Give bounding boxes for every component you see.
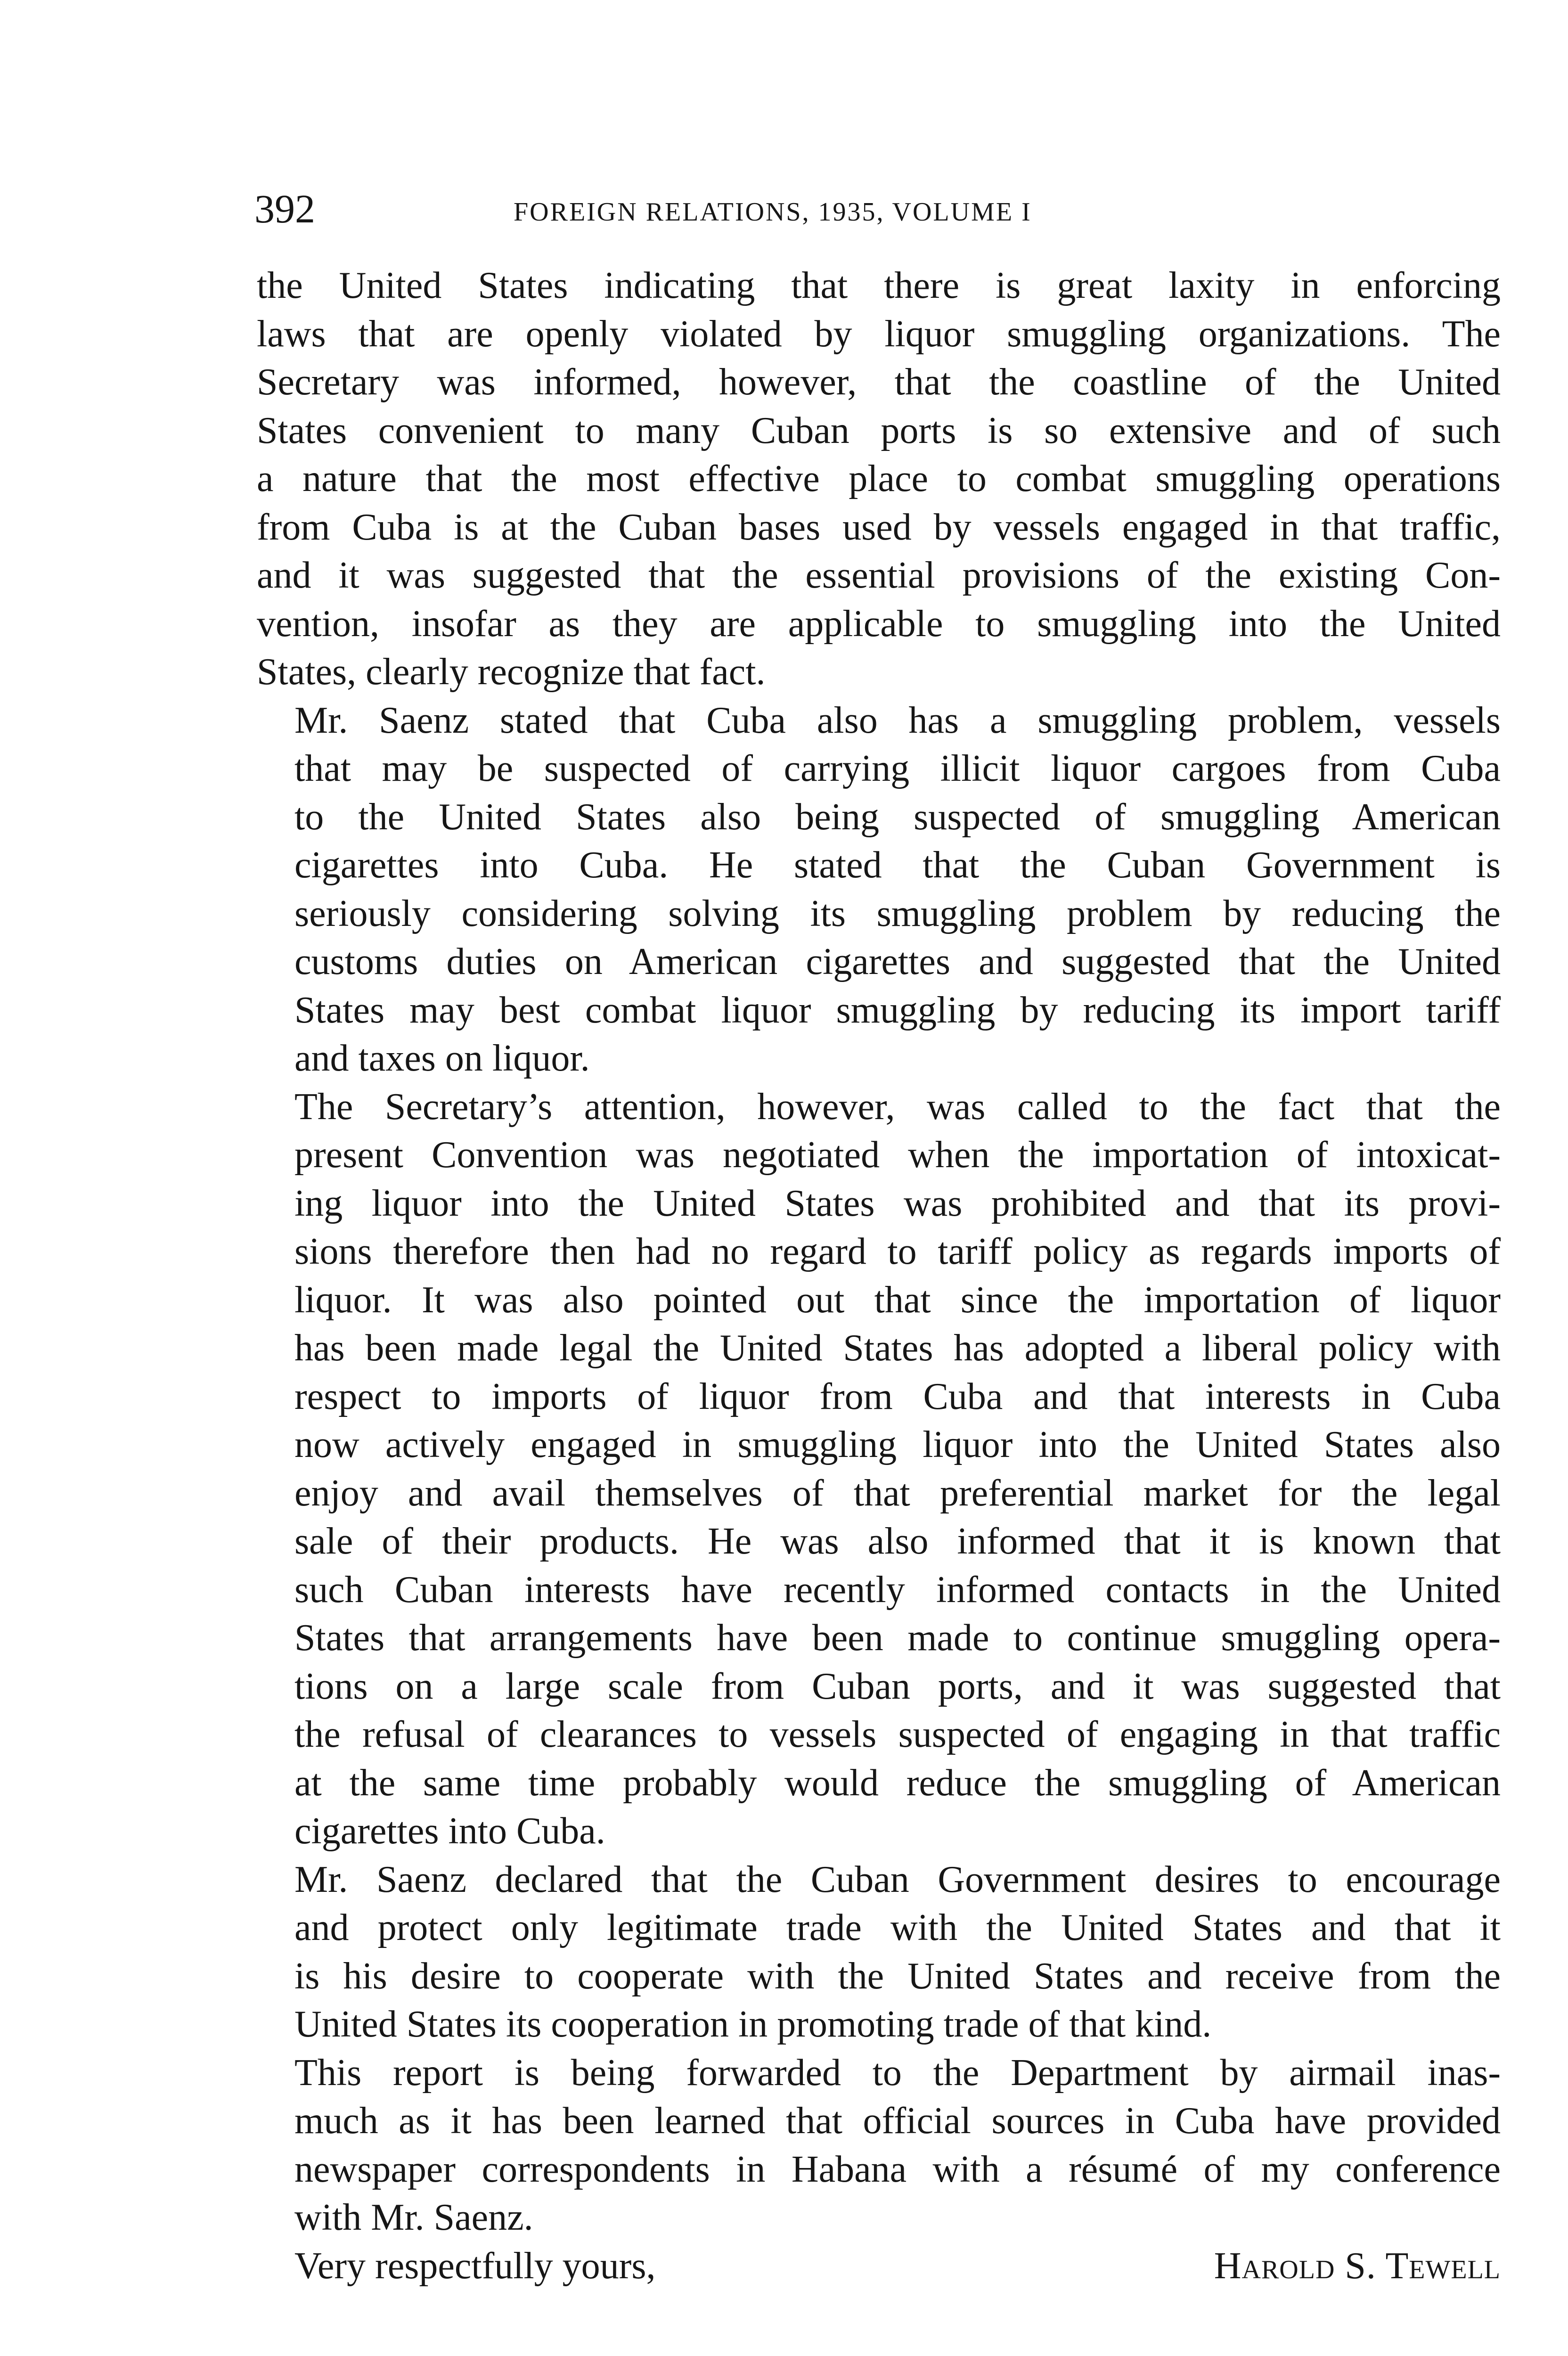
text-line: sions therefore then had no regard to tariff policy as regards imports of bbox=[294, 1231, 1501, 1272]
text-line: States that arrangements have been made to continue smuggling opera- bbox=[294, 1617, 1501, 1659]
text-line: the United States indicating that there is great laxity in enforcing bbox=[257, 265, 1501, 306]
text-line: has been made legal the United States has adopted a liberal policy with bbox=[294, 1327, 1501, 1369]
text-line: from Cuba is at the Cuban bases used by vessels engaged in that traffic, bbox=[257, 506, 1501, 548]
paragraph bbox=[257, 1083, 1501, 1856]
text-line: that may be suspected of carrying illicit liquor cargoes from Cuba bbox=[294, 748, 1501, 789]
paragraph bbox=[257, 696, 1501, 1083]
text-line: much as it has been learned that official sources in Cuba have provided bbox=[294, 2100, 1501, 2142]
page-header bbox=[254, 183, 1508, 235]
text-line: sale of their products. He was also informed that it is known that bbox=[294, 1521, 1501, 1562]
text-line: This report is being forwarded to the Department by airmail inas- bbox=[294, 2052, 1501, 2094]
text-line: to the United States also being suspected of smuggling American bbox=[294, 796, 1501, 838]
complimentary-close: Very respectfully yours, bbox=[294, 2245, 656, 2287]
text-line: ing liquor into the United States was prohibited and that its provi- bbox=[294, 1182, 1501, 1224]
text-line: United States its cooperation in promoting trade of that kind. bbox=[294, 2004, 1212, 2045]
text-line: vention, insofar as they are applicable to smuggling into the United bbox=[257, 603, 1501, 645]
signature: Harold S. Tewell bbox=[1214, 2245, 1501, 2287]
running-head: FOREIGN RELATIONS, 1935, VOLUME I bbox=[514, 197, 1032, 227]
text-line: is his desire to cooperate with the United States and receive from the bbox=[294, 1955, 1501, 1997]
text-line: cigarettes into Cuba. He stated that the Cuban Government is bbox=[294, 844, 1501, 886]
text-line: States may best combat liquor smuggling by reducing its import tariff bbox=[294, 989, 1501, 1031]
text-line: and it was suggested that the essential provisions of the existing Con- bbox=[257, 555, 1501, 596]
text-line: cigarettes into Cuba. bbox=[294, 1810, 605, 1852]
body-text bbox=[257, 262, 1501, 2290]
text-line: tions on a large scale from Cuban ports, and it was suggested that bbox=[294, 1665, 1501, 1707]
text-line: now actively engaged in smuggling liquor into the United States also bbox=[294, 1424, 1501, 1465]
text-line: Mr. Saenz declared that the Cuban Government desires to encourage bbox=[294, 1858, 1501, 1900]
text-line: a nature that the most effective place to combat smuggling operations bbox=[257, 458, 1501, 499]
text-line: and protect only legitimate trade with the United States and that it bbox=[294, 1907, 1501, 1948]
text-line: at the same time probably would reduce the smuggling of American bbox=[294, 1762, 1501, 1804]
text-line: present Convention was negotiated when the importation of intoxicat- bbox=[294, 1134, 1501, 1176]
paragraph bbox=[257, 1856, 1501, 2049]
text-line: the refusal of clearances to vessels suspected of engaging in that traffic bbox=[294, 1714, 1501, 1755]
text-line: The Secretary’s attention, however, was called to the fact that the bbox=[294, 1086, 1501, 1128]
text-line: and taxes on liquor. bbox=[294, 1038, 590, 1079]
text-line: with Mr. Saenz. bbox=[294, 2197, 533, 2238]
text-line: customs duties on American cigarettes and suggested that the United bbox=[294, 941, 1501, 982]
paragraph bbox=[257, 262, 1501, 696]
letter-closing bbox=[257, 2242, 1501, 2291]
text-line: respect to imports of liquor from Cuba and that interests in Cuba bbox=[294, 1375, 1501, 1417]
paragraph bbox=[257, 2049, 1501, 2242]
text-line: enjoy and avail themselves of that preferential market for the legal bbox=[294, 1472, 1501, 1514]
text-line: newspaper correspondents in Habana with a résumé of my conference bbox=[294, 2148, 1501, 2190]
text-line: such Cuban interests have recently informed contacts in the United bbox=[294, 1569, 1501, 1611]
text-line: States, clearly recognize that fact. bbox=[257, 651, 766, 693]
text-line: laws that are openly violated by liquor smuggling organizations. The bbox=[257, 313, 1501, 355]
text-line: Mr. Saenz stated that Cuba also has a smuggling problem, vessels bbox=[294, 699, 1501, 741]
text-line: States convenient to many Cuban ports is so extensive and of such bbox=[257, 409, 1501, 451]
text-line: seriously considering solving its smuggling problem by reducing the bbox=[294, 892, 1501, 934]
text-line: Secretary was informed, however, that the coastline of the United bbox=[257, 361, 1501, 403]
text-line: liquor. It was also pointed out that since the importation of liquor bbox=[294, 1279, 1501, 1321]
page-number: 392 bbox=[254, 186, 315, 231]
